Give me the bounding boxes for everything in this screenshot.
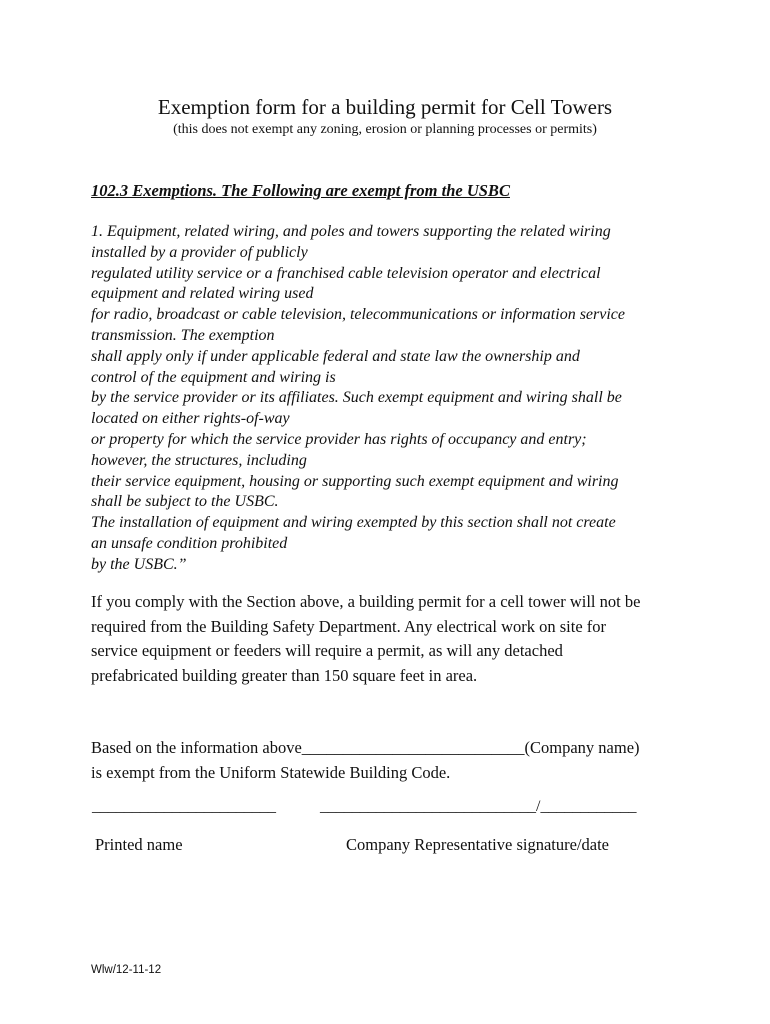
footer-code: Wlw/12-11-12 bbox=[91, 964, 162, 976]
section-heading: 102.3 Exemptions. The Following are exempt from the USBC bbox=[91, 181, 510, 200]
exemption-line: for radio, broadcast or cable television, telecommunications or information service bbox=[91, 306, 625, 324]
exemption-line: by the service provider or its affiliates. Such exempt equipment and wiring shall be bbox=[91, 389, 622, 407]
signature-date-label: Company Representative signature/date bbox=[346, 835, 610, 854]
compliance-line: required from the Building Safety Department. Any electrical work on site for bbox=[91, 616, 607, 636]
exemption-line: equipment and related wiring used bbox=[91, 285, 314, 303]
company-exemption-statement bbox=[91, 735, 640, 785]
exemption-line: by the USBC.” bbox=[91, 555, 187, 573]
document-subtitle: (this does not exempt any zoning, erosion or planning processes or permits) bbox=[173, 122, 597, 137]
exemption-line: transmission. The exemption bbox=[91, 326, 275, 344]
exemption-line: The installation of equipment and wiring exempted by this section shall not create bbox=[91, 514, 616, 532]
company-name-line: Based on the information above___________________________(Company name) bbox=[91, 738, 640, 757]
exemption-line: an unsafe condition prohibited bbox=[91, 534, 288, 552]
compliance-line: If you comply with the Section above, a building permit for a cell tower will not be bbox=[91, 592, 641, 611]
exemption-line: or property for which the service provider has rights of occupancy and entry; bbox=[91, 430, 587, 448]
compliance-paragraph bbox=[91, 590, 731, 688]
printed-name-blank: _______________________ bbox=[92, 798, 276, 815]
exemption-line: regulated utility service or a franchised cable television operator and electrical bbox=[91, 264, 601, 282]
compliance-line: prefabricated building greater than 150 square feet in area. bbox=[91, 665, 478, 685]
exemption-line: control of the equipment and wiring is bbox=[91, 368, 336, 386]
document-title: Exemption form for a building permit for Cell Towers bbox=[157, 95, 613, 119]
exemption-line: however, the structures, including bbox=[91, 451, 307, 469]
exemption-line: located on either rights-of-way bbox=[91, 410, 290, 428]
exemption-line: shall apply only if under applicable federal and state law the ownership and bbox=[91, 347, 580, 365]
printed-name-label: Printed name bbox=[95, 835, 183, 854]
exemption-line: shall be subject to the USBC. bbox=[91, 493, 279, 511]
signature-date-blank: ___________________________/____________ bbox=[320, 798, 637, 815]
exemption-line: 1. Equipment, related wiring, and poles and towers supporting the related wiring bbox=[91, 223, 611, 240]
exemption-text bbox=[91, 222, 711, 576]
exemption-line: installed by a provider of publicly bbox=[91, 243, 308, 261]
compliance-line: service equipment or feeders will require a permit, as will any detached bbox=[91, 641, 563, 660]
exemption-line: their service equipment, housing or supporting such exempt equipment and wiring bbox=[91, 472, 619, 490]
exemption-statement-line: is exempt from the Uniform Statewide Building Code. bbox=[91, 763, 451, 782]
